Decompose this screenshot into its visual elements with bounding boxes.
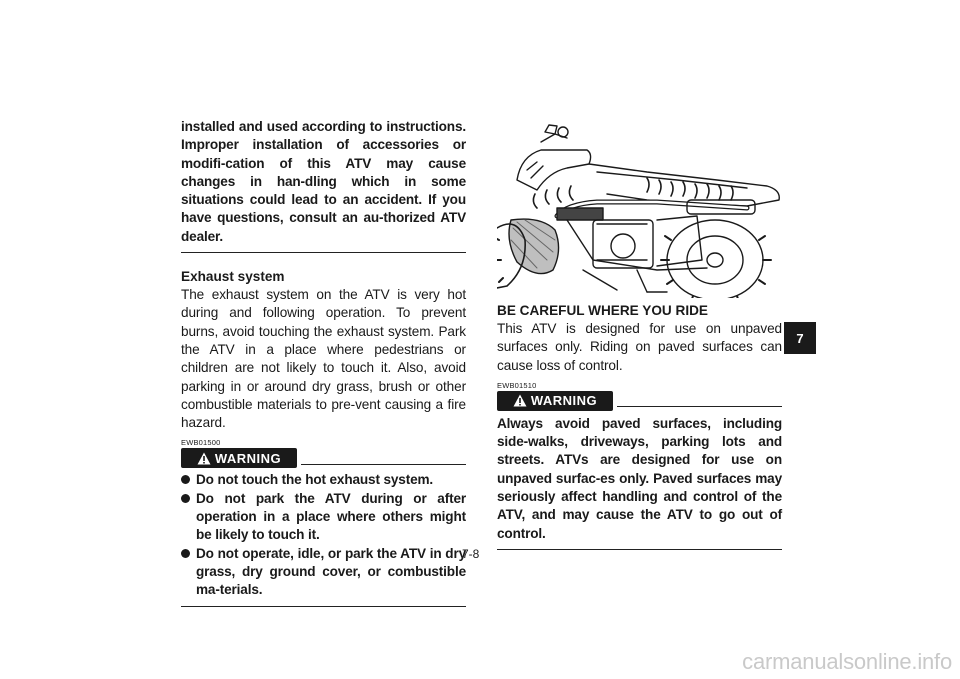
list-item: Do not park the ATV during or after operation in a place where others might be likely to touch it. [181, 490, 466, 545]
exhaust-body: The exhaust system on the ATV is very hot during and following operation. To prevent burns, avoid touching the exhaust system. Park the ATV in a place where pedestrians or children are not likely to touch it. Also, avoid parking in or around dry grass, brush or other combustible materials to pre-vent causing a fire hazard. [181, 287, 466, 431]
warning-label: WARNING [530, 393, 598, 409]
exhaust-warning-list [181, 471, 466, 599]
ride-body: This ATV is designed for use on unpaved surfaces only. Riding on paved surfaces can cause loss of control. [497, 321, 782, 373]
warning-triangle-icon [513, 394, 527, 407]
warning-header [497, 391, 782, 411]
warning-rule [617, 406, 782, 407]
watermark: carmanualsonline.info [742, 649, 952, 674]
list-item: Do not operate, idle, or park the ATV in dry grass, dry ground cover, or combustible ma-terials. [181, 545, 466, 600]
warning-code: EWB01500 [181, 438, 221, 448]
warning-code: EWB01510 [497, 380, 537, 390]
warning-badge [181, 448, 297, 468]
bullet-icon [181, 494, 190, 503]
bullet-icon [181, 549, 190, 558]
accessory-warning-continued: installed and used according to instructions. Improper installation of accessories or modifi-cation of this ATV may cause changes in han-dling which in some situations could lead to an accident. If you have questions, consult an au-thorized ATV dealer. [181, 119, 466, 244]
page-number: 7-8 [462, 547, 480, 561]
bullet-icon [181, 475, 190, 484]
left-column [181, 118, 466, 607]
warning-label: WARNING [214, 450, 282, 466]
section-divider [181, 606, 466, 607]
section-divider [497, 549, 782, 550]
atv-illustration [497, 120, 785, 298]
warning-rule [301, 464, 466, 465]
list-item: Do not touch the hot exhaust system. [181, 471, 466, 489]
section-divider [181, 252, 466, 253]
ride-heading: BE CAREFUL WHERE YOU RIDE [497, 303, 708, 318]
paved-surface-warning: Always avoid paved surfaces, including side-walks, driveways, parking lots and streets. ATVs are designed for use on unpaved surfac-es only. Paved surfaces may seriously affect handling and control of the ATV, and may cause the ATV to go out of control. [497, 415, 782, 541]
right-column [497, 302, 782, 550]
chapter-tab: 7 [784, 322, 816, 354]
warning-badge [497, 391, 613, 411]
warning-header [181, 448, 466, 468]
exhaust-heading: Exhaust system [181, 269, 285, 285]
warning-triangle-icon [197, 452, 211, 465]
